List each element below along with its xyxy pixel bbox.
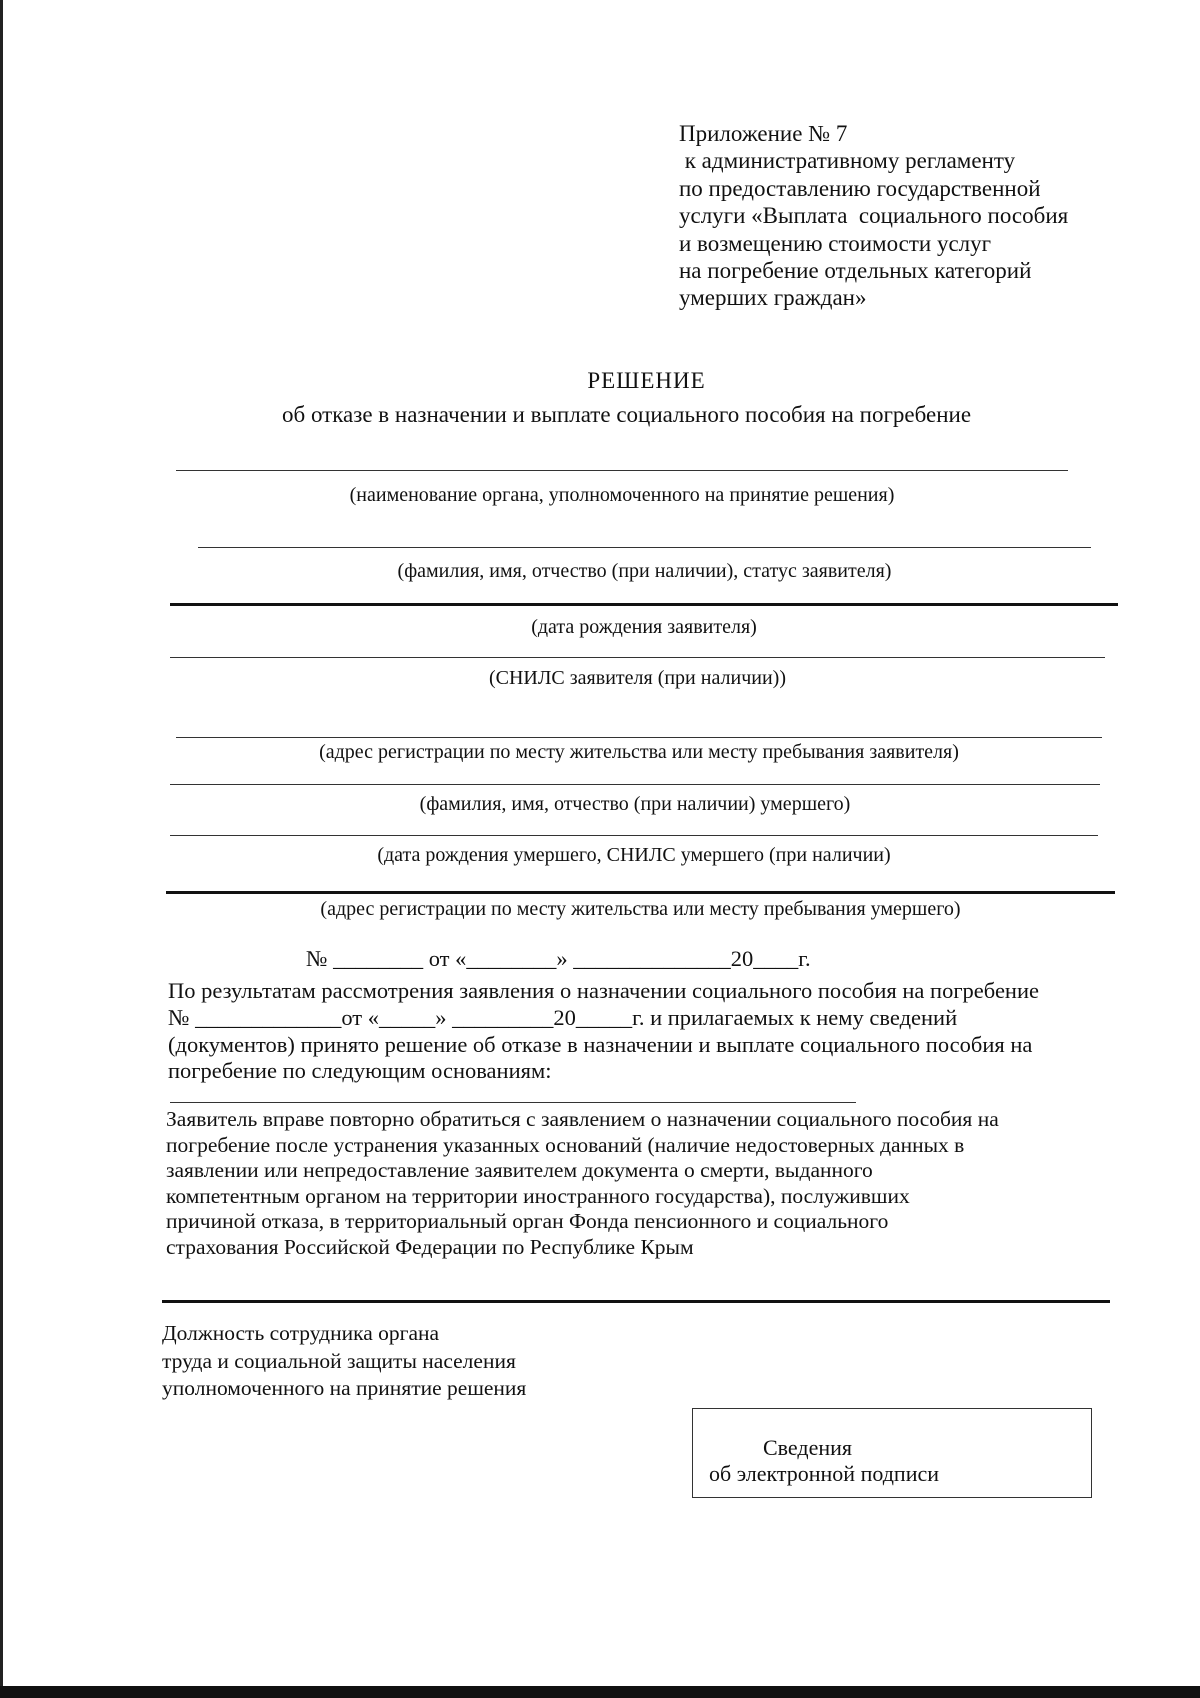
- decision-number-line: № ________ от «________» ______________20____г.: [306, 946, 811, 971]
- document-title: РЕШЕНИЕ: [587, 368, 706, 393]
- appendix-header: Приложение № 7 к административному регламенту по предоставлению государственной услуги «Выплата социального пособия и возмещению стоимости услуг на погребение отдельных категорий умерших граждан»: [679, 121, 1069, 311]
- field-line-authority: [176, 470, 1068, 471]
- field-caption-deceased-address: (адрес регистрации по месту жительства или месту пребывания умершего): [320, 898, 961, 920]
- official-position: Должность сотрудника органа труда и социальной защиты населения уполномоченного на принятие решения: [162, 1321, 527, 1400]
- reapply-notice: Заявитель вправе повторно обратиться с заявлением о назначении социального пособия на погребение после устранения указанных оснований (наличие недостоверных данных в заявлении или непредоставление заявителем документа о смерти, выданного компетентным органом на территории иностранного государства), послуживших причиной отказа, в территориальный орган Фонда пенсионного и социального страхования Российской Федерации по Республике Крым: [166, 1107, 999, 1259]
- reasons-blank-line: [170, 1102, 856, 1103]
- field-line-applicant-name: [198, 547, 1091, 548]
- field-line-applicant-birth: [170, 603, 1118, 606]
- field-line-deceased-birth: [170, 835, 1098, 836]
- field-line-deceased-address: [166, 891, 1115, 894]
- e-signature-box: [692, 1408, 1092, 1498]
- field-caption-deceased-name: (фамилия, имя, отчество (при наличии) умершего): [419, 793, 851, 815]
- document-subtitle: об отказе в назначении и выплате социального пособия на погребение: [282, 402, 972, 427]
- field-line-deceased-name: [170, 784, 1100, 785]
- field-line-applicant-snils: [170, 657, 1105, 658]
- reason-paragraph: По результатам рассмотрения заявления о назначении социального пособия на погребение № _____________от «_____» _________20_____г. и прилагаемых к нему сведений (документов) принято решение об отказе в назначении и выплате социального пособия на погребение по следующим основаниям:: [168, 978, 1039, 1084]
- field-caption-applicant-birth: (дата рождения заявителя): [531, 616, 757, 638]
- field-caption-applicant-address: (адрес регистрации по месту жительства или месту пребывания заявителя): [319, 741, 959, 763]
- field-caption-deceased-birth: (дата рождения умершего, СНИЛС умершего (при наличии): [377, 844, 891, 866]
- e-signature-label-line1: Сведения: [763, 1435, 853, 1460]
- scan-bottom-edge: [0, 1686, 1200, 1698]
- field-caption-applicant-snils: (СНИЛС заявителя (при наличии)): [488, 667, 786, 689]
- field-line-applicant-address: [176, 737, 1102, 738]
- field-caption-applicant-name: (фамилия, имя, отчество (при наличии), статус заявителя): [397, 560, 892, 582]
- field-caption-authority: (наименование органа, уполномоченного на принятие решения): [349, 484, 895, 506]
- scan-left-edge: [0, 0, 3, 1698]
- e-signature-label-line2: об электронной подписи: [709, 1461, 940, 1486]
- separator-line: [162, 1300, 1110, 1303]
